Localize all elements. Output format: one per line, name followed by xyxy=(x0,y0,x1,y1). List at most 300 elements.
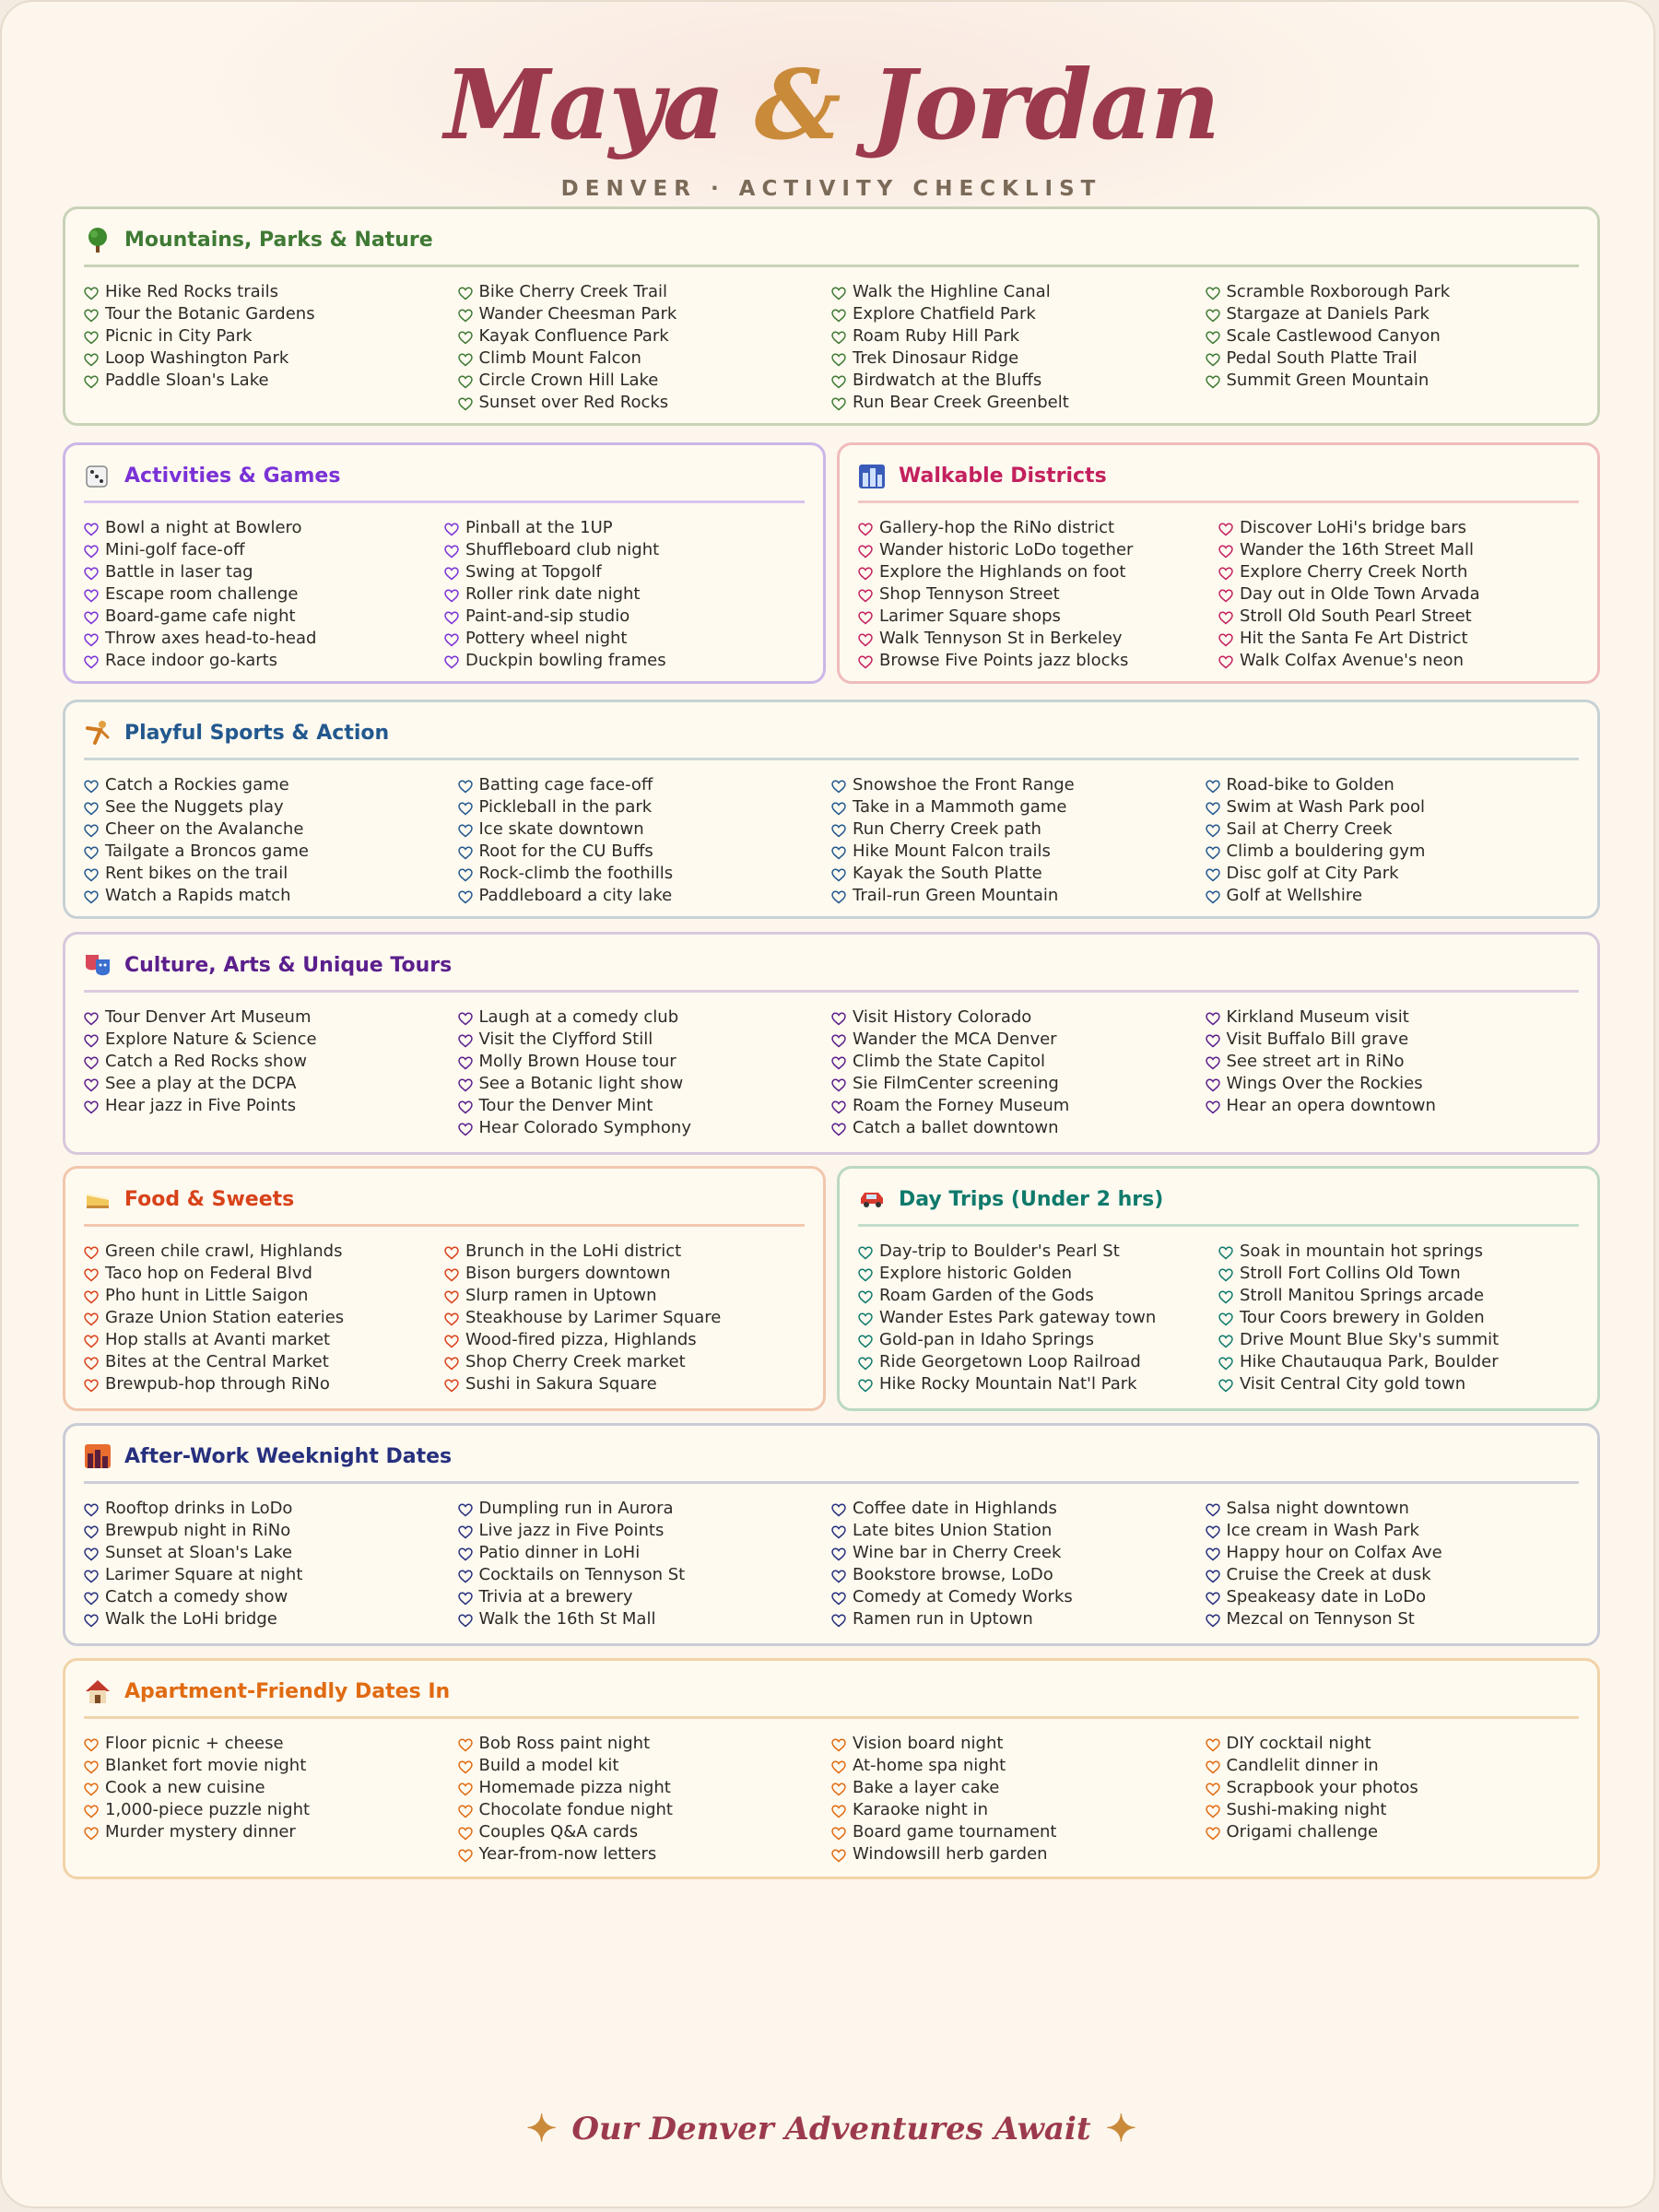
checklist-item[interactable] xyxy=(1218,1350,1579,1372)
heart-checkbox-icon[interactable] xyxy=(458,780,473,794)
heart-checkbox-icon[interactable] xyxy=(84,523,99,536)
heart-checkbox-icon[interactable] xyxy=(831,353,846,367)
heart-checkbox-icon[interactable] xyxy=(831,1100,846,1114)
heart-checkbox-icon[interactable] xyxy=(858,545,873,559)
heart-checkbox-icon[interactable] xyxy=(444,1335,459,1348)
heart-checkbox-icon[interactable] xyxy=(1206,1738,1220,1752)
checklist-item[interactable] xyxy=(831,1842,1206,1865)
heart-checkbox-icon[interactable] xyxy=(858,1246,873,1260)
heart-checkbox-icon[interactable] xyxy=(84,353,99,367)
heart-checkbox-icon[interactable] xyxy=(858,1357,873,1371)
heart-checkbox-icon[interactable] xyxy=(1218,611,1233,625)
heart-checkbox-icon[interactable] xyxy=(458,331,473,345)
heart-checkbox-icon[interactable] xyxy=(84,890,99,904)
heart-checkbox-icon[interactable] xyxy=(1218,1246,1233,1260)
heart-checkbox-icon[interactable] xyxy=(84,1268,99,1282)
heart-checkbox-icon[interactable] xyxy=(1206,1783,1220,1796)
checklist-item[interactable] xyxy=(458,1028,832,1050)
heart-checkbox-icon[interactable] xyxy=(444,1312,459,1326)
heart-checkbox-icon[interactable] xyxy=(458,1012,473,1026)
checklist-item[interactable] xyxy=(858,649,1218,671)
checklist-item[interactable] xyxy=(1218,1306,1579,1328)
heart-checkbox-icon[interactable] xyxy=(1218,1290,1233,1304)
heart-checkbox-icon[interactable] xyxy=(831,375,846,389)
heart-checkbox-icon[interactable] xyxy=(831,331,846,345)
checklist-item[interactable] xyxy=(84,1607,458,1630)
checklist-item[interactable] xyxy=(84,1094,458,1116)
heart-checkbox-icon[interactable] xyxy=(84,633,99,647)
heart-checkbox-icon[interactable] xyxy=(84,1570,99,1583)
heart-checkbox-icon[interactable] xyxy=(831,1592,846,1606)
heart-checkbox-icon[interactable] xyxy=(858,1290,873,1304)
checklist-item[interactable] xyxy=(84,1732,458,1754)
heart-checkbox-icon[interactable] xyxy=(831,397,846,411)
heart-checkbox-icon[interactable] xyxy=(831,802,846,816)
heart-checkbox-icon[interactable] xyxy=(831,868,846,882)
checklist-item[interactable] xyxy=(831,1776,1206,1798)
checklist-item[interactable] xyxy=(831,369,1206,391)
heart-checkbox-icon[interactable] xyxy=(458,802,473,816)
heart-checkbox-icon[interactable] xyxy=(458,1123,473,1136)
checklist-item[interactable] xyxy=(458,391,832,413)
heart-checkbox-icon[interactable] xyxy=(444,1379,459,1393)
heart-checkbox-icon[interactable] xyxy=(444,545,459,559)
heart-checkbox-icon[interactable] xyxy=(444,633,459,647)
checklist-item[interactable] xyxy=(1206,369,1580,391)
heart-checkbox-icon[interactable] xyxy=(84,567,99,581)
heart-checkbox-icon[interactable] xyxy=(458,309,473,323)
heart-checkbox-icon[interactable] xyxy=(1218,655,1233,669)
heart-checkbox-icon[interactable] xyxy=(1206,1056,1220,1070)
checklist-item[interactable] xyxy=(84,795,458,818)
heart-checkbox-icon[interactable] xyxy=(458,890,473,904)
heart-checkbox-icon[interactable] xyxy=(831,1783,846,1796)
checklist-item[interactable] xyxy=(444,1350,805,1372)
heart-checkbox-icon[interactable] xyxy=(458,1034,473,1048)
checklist-item[interactable] xyxy=(1206,1754,1580,1776)
checklist-item[interactable] xyxy=(1206,302,1580,324)
heart-checkbox-icon[interactable] xyxy=(1206,1570,1220,1583)
checklist-item[interactable] xyxy=(858,1306,1218,1328)
heart-checkbox-icon[interactable] xyxy=(84,1503,99,1517)
heart-checkbox-icon[interactable] xyxy=(1206,1012,1220,1026)
checklist-item[interactable] xyxy=(458,1732,832,1754)
heart-checkbox-icon[interactable] xyxy=(858,633,873,647)
checklist-item[interactable] xyxy=(831,884,1206,906)
heart-checkbox-icon[interactable] xyxy=(444,567,459,581)
checklist-item[interactable] xyxy=(84,582,444,605)
heart-checkbox-icon[interactable] xyxy=(1206,375,1220,389)
heart-checkbox-icon[interactable] xyxy=(1206,309,1220,323)
checklist-item[interactable] xyxy=(84,1754,458,1776)
checklist-item[interactable] xyxy=(458,1050,832,1072)
checklist-item[interactable] xyxy=(1206,1585,1580,1607)
checklist-item[interactable] xyxy=(1206,818,1580,840)
checklist-item[interactable] xyxy=(831,1050,1206,1072)
heart-checkbox-icon[interactable] xyxy=(458,1570,473,1583)
heart-checkbox-icon[interactable] xyxy=(84,611,99,625)
heart-checkbox-icon[interactable] xyxy=(84,1357,99,1371)
checklist-item[interactable] xyxy=(444,627,805,649)
checklist-item[interactable] xyxy=(1218,649,1579,671)
checklist-item[interactable] xyxy=(1206,1820,1580,1842)
checklist-item[interactable] xyxy=(84,1519,458,1541)
checklist-item[interactable] xyxy=(1206,324,1580,347)
heart-checkbox-icon[interactable] xyxy=(831,1123,846,1136)
checklist-item[interactable] xyxy=(1206,795,1580,818)
heart-checkbox-icon[interactable] xyxy=(84,1100,99,1114)
heart-checkbox-icon[interactable] xyxy=(84,1827,99,1841)
heart-checkbox-icon[interactable] xyxy=(458,1614,473,1628)
heart-checkbox-icon[interactable] xyxy=(1206,780,1220,794)
checklist-item[interactable] xyxy=(1206,1497,1580,1519)
heart-checkbox-icon[interactable] xyxy=(831,1614,846,1628)
heart-checkbox-icon[interactable] xyxy=(1206,802,1220,816)
checklist-item[interactable] xyxy=(84,302,458,324)
checklist-item[interactable] xyxy=(458,324,832,347)
checklist-item[interactable] xyxy=(444,582,805,605)
heart-checkbox-icon[interactable] xyxy=(1218,1312,1233,1326)
checklist-item[interactable] xyxy=(1206,1607,1580,1630)
heart-checkbox-icon[interactable] xyxy=(84,331,99,345)
checklist-item[interactable] xyxy=(1218,605,1579,627)
heart-checkbox-icon[interactable] xyxy=(831,1570,846,1583)
checklist-item[interactable] xyxy=(458,773,832,795)
heart-checkbox-icon[interactable] xyxy=(458,1738,473,1752)
heart-checkbox-icon[interactable] xyxy=(858,1268,873,1282)
checklist-item[interactable] xyxy=(831,862,1206,884)
heart-checkbox-icon[interactable] xyxy=(458,1078,473,1092)
checklist-item[interactable] xyxy=(831,324,1206,347)
checklist-item[interactable] xyxy=(84,649,444,671)
checklist-item[interactable] xyxy=(1218,516,1579,538)
checklist-item[interactable] xyxy=(458,884,832,906)
checklist-item[interactable] xyxy=(444,1284,805,1306)
heart-checkbox-icon[interactable] xyxy=(444,523,459,536)
heart-checkbox-icon[interactable] xyxy=(84,1783,99,1796)
checklist-item[interactable] xyxy=(858,627,1218,649)
checklist-item[interactable] xyxy=(84,516,444,538)
checklist-item[interactable] xyxy=(458,1541,832,1563)
checklist-item[interactable] xyxy=(84,1350,444,1372)
heart-checkbox-icon[interactable] xyxy=(84,1379,99,1393)
checklist-item[interactable] xyxy=(84,1776,458,1798)
checklist-item[interactable] xyxy=(831,795,1206,818)
heart-checkbox-icon[interactable] xyxy=(458,1056,473,1070)
heart-checkbox-icon[interactable] xyxy=(858,611,873,625)
heart-checkbox-icon[interactable] xyxy=(1218,589,1233,603)
heart-checkbox-icon[interactable] xyxy=(458,1525,473,1539)
heart-checkbox-icon[interactable] xyxy=(1218,1335,1233,1348)
heart-checkbox-icon[interactable] xyxy=(1218,633,1233,647)
checklist-item[interactable] xyxy=(1206,1094,1580,1116)
heart-checkbox-icon[interactable] xyxy=(458,1547,473,1561)
checklist-item[interactable] xyxy=(444,649,805,671)
heart-checkbox-icon[interactable] xyxy=(1206,1078,1220,1092)
heart-checkbox-icon[interactable] xyxy=(1206,1614,1220,1628)
checklist-item[interactable] xyxy=(84,1240,444,1262)
checklist-item[interactable] xyxy=(831,1497,1206,1519)
checklist-item[interactable] xyxy=(858,605,1218,627)
heart-checkbox-icon[interactable] xyxy=(1206,287,1220,300)
checklist-item[interactable] xyxy=(1206,1798,1580,1820)
heart-checkbox-icon[interactable] xyxy=(831,1805,846,1818)
checklist-item[interactable] xyxy=(1206,280,1580,302)
checklist-item[interactable] xyxy=(1218,582,1579,605)
heart-checkbox-icon[interactable] xyxy=(831,1525,846,1539)
heart-checkbox-icon[interactable] xyxy=(84,1034,99,1048)
heart-checkbox-icon[interactable] xyxy=(84,1246,99,1260)
heart-checkbox-icon[interactable] xyxy=(458,824,473,838)
checklist-item[interactable] xyxy=(458,1497,832,1519)
checklist-item[interactable] xyxy=(858,1284,1218,1306)
heart-checkbox-icon[interactable] xyxy=(444,589,459,603)
heart-checkbox-icon[interactable] xyxy=(1206,1760,1220,1774)
checklist-item[interactable] xyxy=(858,582,1218,605)
heart-checkbox-icon[interactable] xyxy=(84,1760,99,1774)
checklist-item[interactable] xyxy=(1206,840,1580,862)
checklist-item[interactable] xyxy=(84,1798,458,1820)
heart-checkbox-icon[interactable] xyxy=(858,655,873,669)
heart-checkbox-icon[interactable] xyxy=(84,1056,99,1070)
checklist-item[interactable] xyxy=(84,1585,458,1607)
heart-checkbox-icon[interactable] xyxy=(84,780,99,794)
heart-checkbox-icon[interactable] xyxy=(444,1290,459,1304)
checklist-item[interactable] xyxy=(858,1372,1218,1394)
checklist-item[interactable] xyxy=(84,324,458,347)
checklist-item[interactable] xyxy=(1206,1563,1580,1585)
heart-checkbox-icon[interactable] xyxy=(84,824,99,838)
checklist-item[interactable] xyxy=(84,1541,458,1563)
checklist-item[interactable] xyxy=(1206,773,1580,795)
checklist-item[interactable] xyxy=(458,818,832,840)
checklist-item[interactable] xyxy=(1218,1262,1579,1284)
checklist-item[interactable] xyxy=(831,391,1206,413)
heart-checkbox-icon[interactable] xyxy=(84,545,99,559)
checklist-item[interactable] xyxy=(831,1519,1206,1541)
checklist-item[interactable] xyxy=(84,1820,458,1842)
checklist-item[interactable] xyxy=(458,347,832,369)
checklist-item[interactable] xyxy=(831,1541,1206,1563)
checklist-item[interactable] xyxy=(1206,862,1580,884)
checklist-item[interactable] xyxy=(831,840,1206,862)
heart-checkbox-icon[interactable] xyxy=(858,523,873,536)
checklist-item[interactable] xyxy=(858,1328,1218,1350)
checklist-item[interactable] xyxy=(831,1820,1206,1842)
heart-checkbox-icon[interactable] xyxy=(458,1827,473,1841)
checklist-item[interactable] xyxy=(1218,560,1579,582)
checklist-item[interactable] xyxy=(84,560,444,582)
heart-checkbox-icon[interactable] xyxy=(831,1012,846,1026)
heart-checkbox-icon[interactable] xyxy=(1206,846,1220,860)
heart-checkbox-icon[interactable] xyxy=(458,353,473,367)
checklist-item[interactable] xyxy=(84,1563,458,1585)
heart-checkbox-icon[interactable] xyxy=(1206,1100,1220,1114)
checklist-item[interactable] xyxy=(444,1306,805,1328)
heart-checkbox-icon[interactable] xyxy=(831,1078,846,1092)
checklist-item[interactable] xyxy=(831,280,1206,302)
checklist-item[interactable] xyxy=(84,1497,458,1519)
checklist-item[interactable] xyxy=(1218,1372,1579,1394)
checklist-item[interactable] xyxy=(458,1519,832,1541)
checklist-item[interactable] xyxy=(458,369,832,391)
checklist-item[interactable] xyxy=(458,1006,832,1028)
checklist-item[interactable] xyxy=(84,840,458,862)
heart-checkbox-icon[interactable] xyxy=(84,1078,99,1092)
checklist-item[interactable] xyxy=(444,516,805,538)
checklist-item[interactable] xyxy=(1218,1240,1579,1262)
heart-checkbox-icon[interactable] xyxy=(84,1614,99,1628)
heart-checkbox-icon[interactable] xyxy=(831,1738,846,1752)
checklist-item[interactable] xyxy=(831,1028,1206,1050)
heart-checkbox-icon[interactable] xyxy=(1206,353,1220,367)
checklist-item[interactable] xyxy=(831,818,1206,840)
checklist-item[interactable] xyxy=(831,347,1206,369)
checklist-item[interactable] xyxy=(858,1350,1218,1372)
heart-checkbox-icon[interactable] xyxy=(444,611,459,625)
checklist-item[interactable] xyxy=(84,369,458,391)
heart-checkbox-icon[interactable] xyxy=(84,1525,99,1539)
checklist-item[interactable] xyxy=(84,818,458,840)
checklist-item[interactable] xyxy=(1218,627,1579,649)
checklist-item[interactable] xyxy=(858,516,1218,538)
checklist-item[interactable] xyxy=(458,862,832,884)
heart-checkbox-icon[interactable] xyxy=(458,1805,473,1818)
heart-checkbox-icon[interactable] xyxy=(858,1312,873,1326)
heart-checkbox-icon[interactable] xyxy=(458,868,473,882)
heart-checkbox-icon[interactable] xyxy=(458,287,473,300)
heart-checkbox-icon[interactable] xyxy=(831,846,846,860)
heart-checkbox-icon[interactable] xyxy=(1206,1827,1220,1841)
checklist-item[interactable] xyxy=(84,1006,458,1028)
heart-checkbox-icon[interactable] xyxy=(831,1056,846,1070)
checklist-item[interactable] xyxy=(831,1006,1206,1028)
checklist-item[interactable] xyxy=(831,1607,1206,1630)
checklist-item[interactable] xyxy=(1206,1006,1580,1028)
checklist-item[interactable] xyxy=(84,538,444,560)
heart-checkbox-icon[interactable] xyxy=(458,375,473,389)
heart-checkbox-icon[interactable] xyxy=(84,375,99,389)
checklist-item[interactable] xyxy=(831,773,1206,795)
heart-checkbox-icon[interactable] xyxy=(831,824,846,838)
checklist-item[interactable] xyxy=(831,1563,1206,1585)
checklist-item[interactable] xyxy=(458,1585,832,1607)
heart-checkbox-icon[interactable] xyxy=(84,1738,99,1752)
heart-checkbox-icon[interactable] xyxy=(1218,567,1233,581)
checklist-item[interactable] xyxy=(1218,1328,1579,1350)
checklist-item[interactable] xyxy=(444,1240,805,1262)
checklist-item[interactable] xyxy=(84,1306,444,1328)
heart-checkbox-icon[interactable] xyxy=(831,780,846,794)
heart-checkbox-icon[interactable] xyxy=(84,1290,99,1304)
heart-checkbox-icon[interactable] xyxy=(1206,1525,1220,1539)
checklist-item[interactable] xyxy=(458,1776,832,1798)
heart-checkbox-icon[interactable] xyxy=(84,868,99,882)
checklist-item[interactable] xyxy=(444,1328,805,1350)
checklist-item[interactable] xyxy=(84,773,458,795)
heart-checkbox-icon[interactable] xyxy=(1206,1805,1220,1818)
checklist-item[interactable] xyxy=(458,280,832,302)
checklist-item[interactable] xyxy=(84,1262,444,1284)
heart-checkbox-icon[interactable] xyxy=(444,1268,459,1282)
checklist-item[interactable] xyxy=(1206,884,1580,906)
heart-checkbox-icon[interactable] xyxy=(458,1100,473,1114)
checklist-item[interactable] xyxy=(458,1116,832,1138)
checklist-item[interactable] xyxy=(858,1240,1218,1262)
checklist-item[interactable] xyxy=(444,605,805,627)
heart-checkbox-icon[interactable] xyxy=(84,1012,99,1026)
checklist-item[interactable] xyxy=(458,1563,832,1585)
checklist-item[interactable] xyxy=(458,1607,832,1630)
checklist-item[interactable] xyxy=(84,862,458,884)
checklist-item[interactable] xyxy=(858,560,1218,582)
checklist-item[interactable] xyxy=(444,538,805,560)
checklist-item[interactable] xyxy=(831,1585,1206,1607)
heart-checkbox-icon[interactable] xyxy=(1218,1268,1233,1282)
heart-checkbox-icon[interactable] xyxy=(444,655,459,669)
checklist-item[interactable] xyxy=(1206,1732,1580,1754)
checklist-item[interactable] xyxy=(831,1754,1206,1776)
heart-checkbox-icon[interactable] xyxy=(458,846,473,860)
checklist-item[interactable] xyxy=(858,1262,1218,1284)
checklist-item[interactable] xyxy=(1206,1072,1580,1094)
checklist-item[interactable] xyxy=(84,347,458,369)
heart-checkbox-icon[interactable] xyxy=(1206,868,1220,882)
checklist-item[interactable] xyxy=(84,1372,444,1394)
checklist-item[interactable] xyxy=(444,1372,805,1394)
heart-checkbox-icon[interactable] xyxy=(84,802,99,816)
heart-checkbox-icon[interactable] xyxy=(1206,1034,1220,1048)
checklist-item[interactable] xyxy=(458,1798,832,1820)
checklist-item[interactable] xyxy=(84,1284,444,1306)
heart-checkbox-icon[interactable] xyxy=(458,1849,473,1863)
checklist-item[interactable] xyxy=(84,280,458,302)
heart-checkbox-icon[interactable] xyxy=(84,589,99,603)
heart-checkbox-icon[interactable] xyxy=(458,1760,473,1774)
heart-checkbox-icon[interactable] xyxy=(84,1335,99,1348)
heart-checkbox-icon[interactable] xyxy=(1206,1503,1220,1517)
heart-checkbox-icon[interactable] xyxy=(1206,1592,1220,1606)
heart-checkbox-icon[interactable] xyxy=(1218,523,1233,536)
heart-checkbox-icon[interactable] xyxy=(84,1805,99,1818)
checklist-item[interactable] xyxy=(84,605,444,627)
checklist-item[interactable] xyxy=(444,1262,805,1284)
checklist-item[interactable] xyxy=(1206,1028,1580,1050)
heart-checkbox-icon[interactable] xyxy=(84,846,99,860)
heart-checkbox-icon[interactable] xyxy=(1206,824,1220,838)
checklist-item[interactable] xyxy=(84,1328,444,1350)
heart-checkbox-icon[interactable] xyxy=(444,1357,459,1371)
heart-checkbox-icon[interactable] xyxy=(84,309,99,323)
checklist-item[interactable] xyxy=(458,1842,832,1865)
heart-checkbox-icon[interactable] xyxy=(858,567,873,581)
heart-checkbox-icon[interactable] xyxy=(831,309,846,323)
heart-checkbox-icon[interactable] xyxy=(831,1547,846,1561)
checklist-item[interactable] xyxy=(1206,1050,1580,1072)
checklist-item[interactable] xyxy=(458,795,832,818)
heart-checkbox-icon[interactable] xyxy=(84,287,99,300)
checklist-item[interactable] xyxy=(831,1798,1206,1820)
heart-checkbox-icon[interactable] xyxy=(458,1503,473,1517)
checklist-item[interactable] xyxy=(458,1820,832,1842)
heart-checkbox-icon[interactable] xyxy=(1206,331,1220,345)
heart-checkbox-icon[interactable] xyxy=(831,1760,846,1774)
checklist-item[interactable] xyxy=(458,1754,832,1776)
heart-checkbox-icon[interactable] xyxy=(858,589,873,603)
checklist-item[interactable] xyxy=(831,1732,1206,1754)
checklist-item[interactable] xyxy=(84,627,444,649)
heart-checkbox-icon[interactable] xyxy=(831,1503,846,1517)
